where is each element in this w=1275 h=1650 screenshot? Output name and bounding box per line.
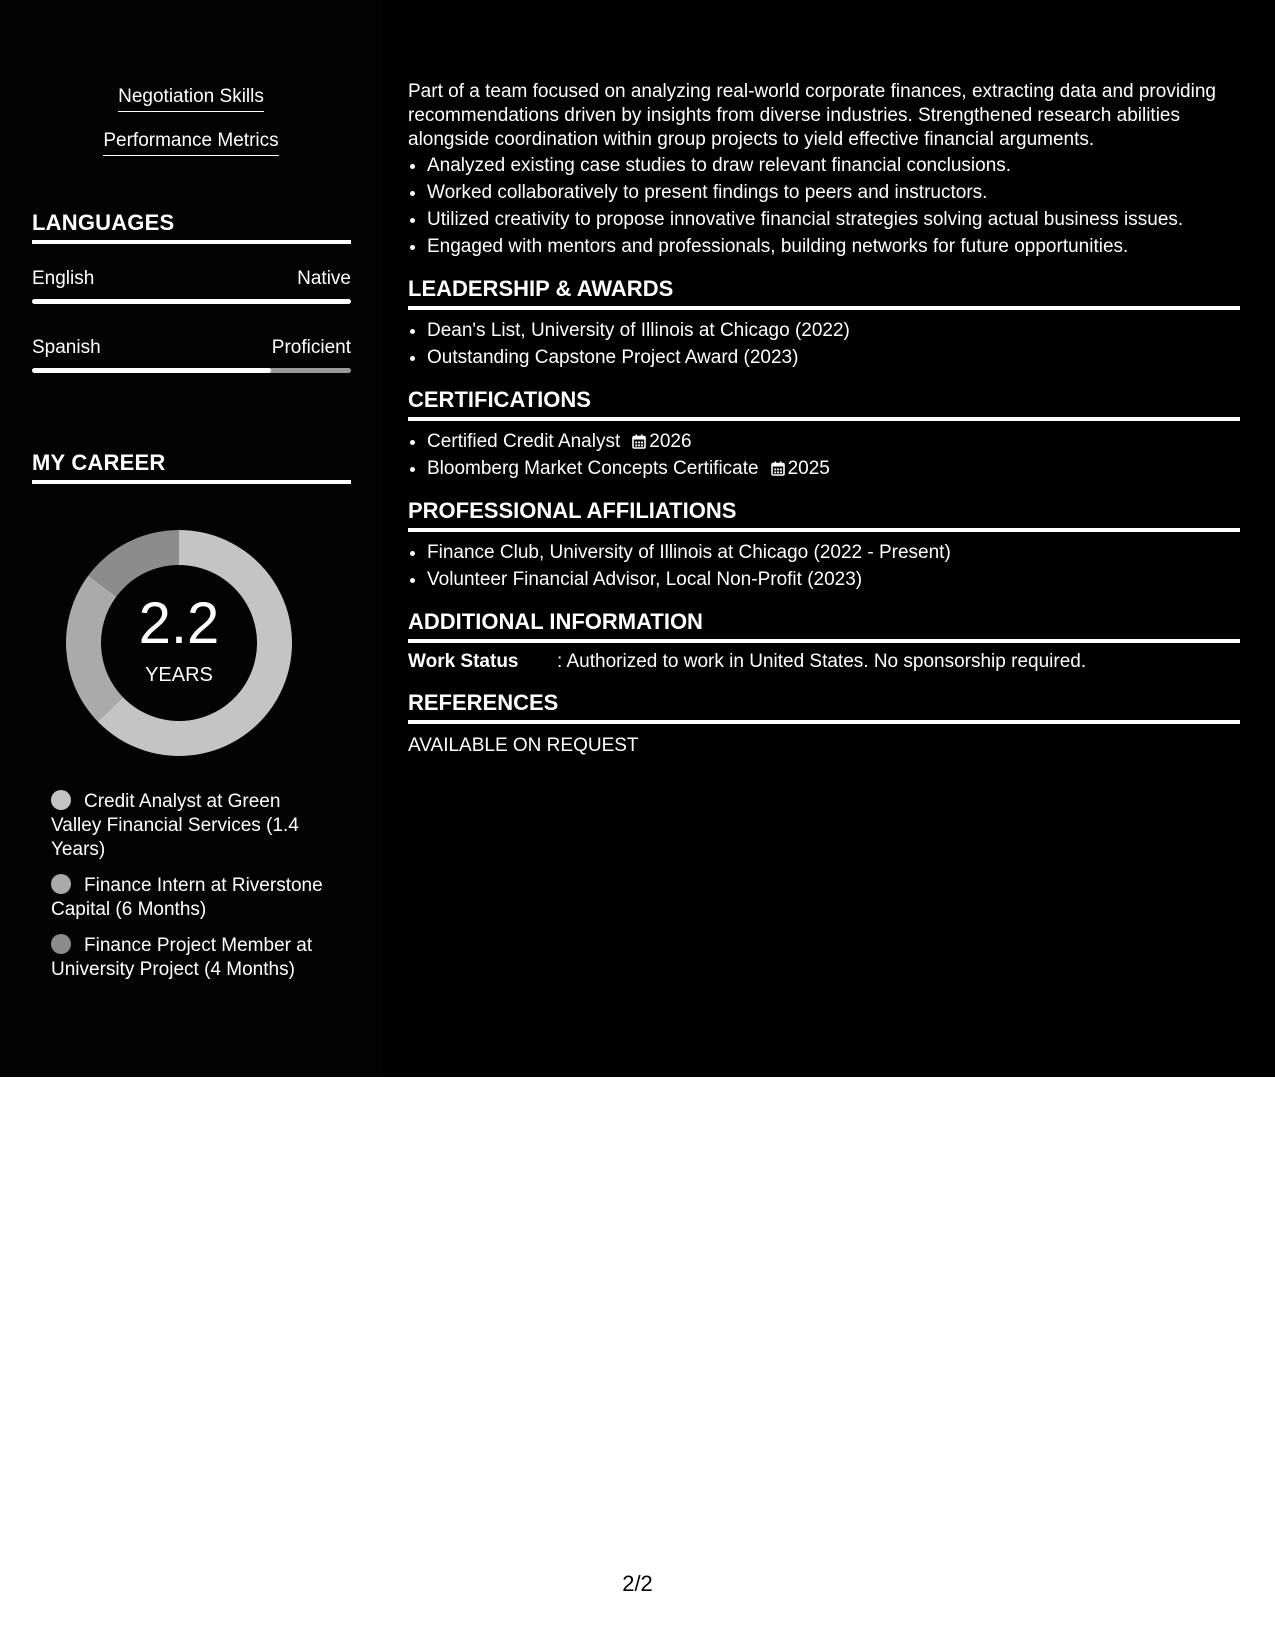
- career-heading: MY CAREER: [32, 450, 351, 484]
- language-row: [32, 337, 351, 359]
- languages-heading: LANGUAGES: [32, 210, 351, 244]
- career-item-label: Credit Analyst at Green Valley Financial Services (1.4 Years): [51, 791, 299, 860]
- language-row: [32, 268, 351, 290]
- career-item: [51, 934, 331, 982]
- career-item: [51, 874, 331, 922]
- intro-bullets: [408, 152, 1238, 260]
- language-name: Spanish: [32, 337, 101, 358]
- certification-item: [427, 455, 1238, 482]
- career-donut-chart: [66, 530, 292, 756]
- list-item: • Outstanding Capstone Project Award (2023): [427, 344, 1238, 371]
- references-text: AVAILABLE ON REQUEST: [408, 735, 639, 756]
- skill-label: Performance Metrics: [103, 130, 278, 156]
- donut-center: [66, 530, 292, 756]
- list-item: • Engaged with mentors and professionals, building networks for future opportunities.: [427, 233, 1238, 260]
- language-bar-fill: [32, 368, 271, 373]
- certification-name: Bloomberg Market Concepts Certificate: [427, 458, 759, 479]
- language-name: English: [32, 268, 95, 289]
- work-status-label: Work Status: [408, 651, 519, 672]
- calendar-icon: [771, 461, 785, 476]
- list-item: • Utilized creativity to propose innovative financial strategies solving actual business issues.: [427, 206, 1238, 233]
- language-level: Proficient: [271, 337, 351, 358]
- career-unit: YEARS: [145, 664, 213, 686]
- page-number: 2/2: [622, 1571, 653, 1596]
- career-item-label: Finance Project Member at University Project (4 Months): [51, 935, 313, 980]
- certification-year: 2025: [787, 458, 830, 479]
- legend-dot-icon: [51, 874, 71, 894]
- list-item: • Finance Club, University of Illinois at Chicago (2022 - Present): [427, 539, 1238, 566]
- list-item: • Analyzed existing case studies to draw relevant financial conclusions.: [427, 152, 1238, 179]
- certification-name: Certified Credit Analyst: [427, 431, 621, 452]
- language-bar: [32, 368, 351, 373]
- affiliations-list: [408, 539, 1238, 593]
- skill-item: [0, 130, 382, 156]
- sidebar: [0, 0, 382, 1077]
- leadership-heading: LEADERSHIP & AWARDS: [408, 276, 1240, 310]
- affiliations-heading: PROFESSIONAL AFFILIATIONS: [408, 498, 1240, 532]
- calendar-icon: [632, 434, 646, 449]
- list-item: • Volunteer Financial Advisor, Local Non-Profit (2023): [427, 566, 1238, 593]
- language-bar-fill: [32, 299, 351, 304]
- career-legend: [51, 790, 331, 994]
- work-status-value: : Authorized to work in United States. No sponsorship required.: [557, 651, 1087, 672]
- language-level: Native: [297, 268, 351, 289]
- leadership-list: [408, 317, 1238, 371]
- career-item: [51, 790, 331, 862]
- career-item-label: Finance Intern at Riverstone Capital (6 Months): [51, 875, 323, 920]
- list-item: • Worked collaboratively to present findings to peers and instructors.: [427, 179, 1238, 206]
- intro-text: Part of a team focused on analyzing real-world corporate finances, extracting data and providing recommendations driven by insights from diverse industries. Strengthened research abilities alongside coordination within group projects to yield effective financial arguments.: [408, 81, 1216, 150]
- intro-paragraph: [408, 80, 1238, 260]
- skill-label: Negotiation Skills: [118, 86, 264, 112]
- certifications-list: [408, 428, 1238, 482]
- work-status-row: [408, 651, 1238, 673]
- career-total: 2.2: [138, 591, 220, 656]
- list-item: • Dean's List, University of Illinois at Chicago (2022): [427, 317, 1238, 344]
- additional-info-heading: ADDITIONAL INFORMATION: [408, 609, 1240, 643]
- certification-item: [427, 428, 1238, 455]
- skill-item: [0, 86, 382, 112]
- references-heading: REFERENCES: [408, 690, 1240, 724]
- legend-dot-icon: [51, 790, 71, 810]
- language-bar: [32, 299, 351, 304]
- legend-dot-icon: [51, 934, 71, 954]
- certifications-heading: CERTIFICATIONS: [408, 387, 1240, 421]
- certification-year: 2026: [649, 431, 692, 452]
